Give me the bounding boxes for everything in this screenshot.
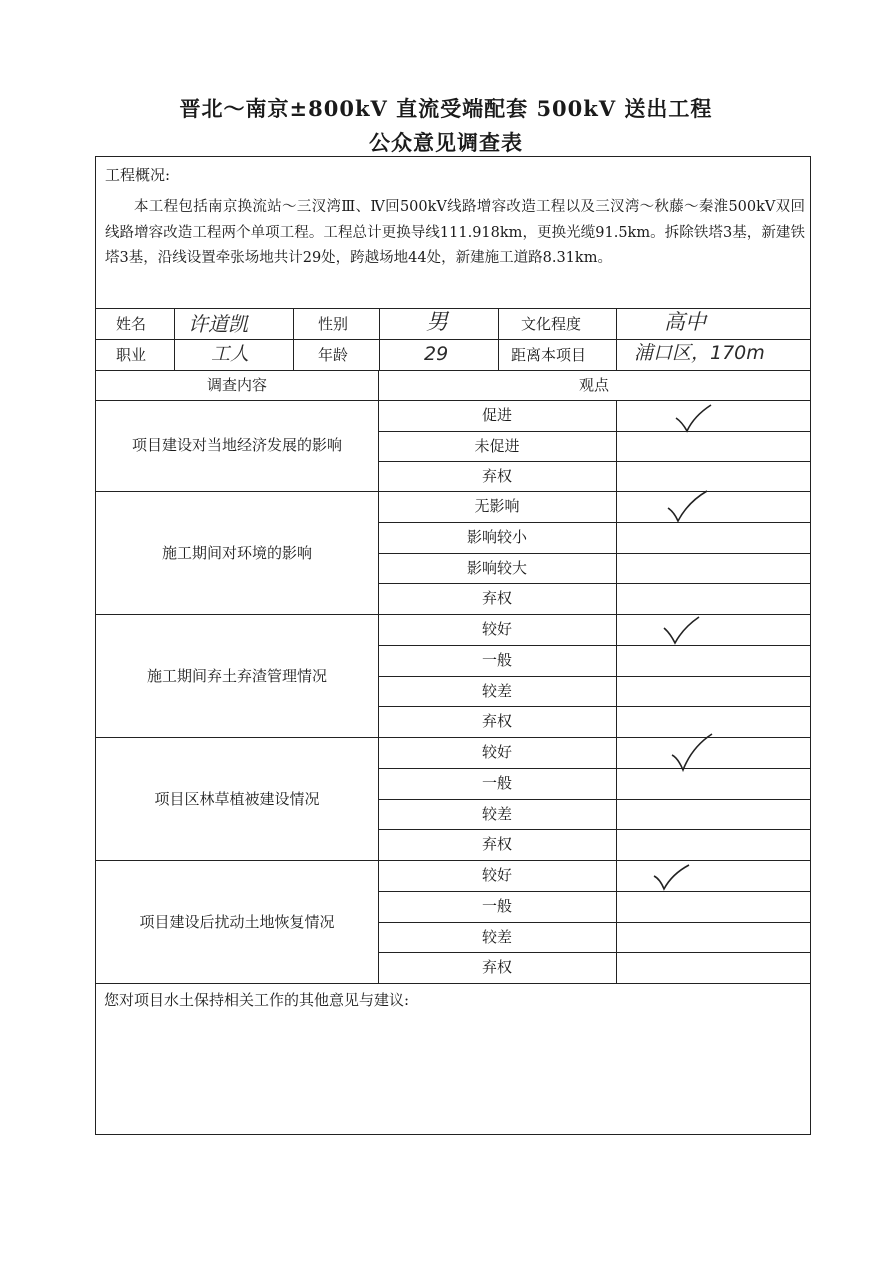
age-value: 29 [424,343,449,365]
name-label: 姓名 [116,315,147,333]
question-topic: 施工期间对环境的影响 [161,544,312,562]
checkmark-icon [666,490,710,524]
option-label: 弃权 [481,712,512,730]
education-value: 高中 [664,310,706,334]
option-label: 弃权 [481,467,512,485]
option-label: 影响较小 [466,528,527,546]
form-title-line2: 公众意见调查表 [369,130,523,155]
question-topic: 施工期间弃土弃渣管理情况 [146,667,327,685]
checkmark-icon [652,864,692,892]
option-label: 一般 [481,897,512,915]
comments-label: 您对项目水土保持相关工作的其他意见与建议: [104,991,410,1009]
option-label: 弃权 [481,958,512,976]
option-label: 无影响 [474,497,520,515]
option-label: 较好 [481,866,512,884]
option-label: 一般 [481,774,512,792]
opinion-header: 观点 [578,376,609,394]
name-value: 许道凯 [188,312,248,336]
option-label: 较好 [481,620,512,638]
checkmark-icon [670,733,714,773]
option-label: 促进 [481,406,512,424]
checkmark-icon [662,616,702,646]
question-topic: 项目区林草植被建设情况 [154,790,320,808]
option-label: 影响较大 [466,559,527,577]
distance-value: 浦口区，170m [634,342,765,364]
option-label: 较好 [481,743,512,761]
age-label: 年龄 [318,346,349,364]
distance-label: 距离本项目 [511,346,587,364]
overview-heading: 工程概况: [105,166,171,184]
option-label: 弃权 [481,835,512,853]
option-label: 弃权 [481,589,512,607]
form-title-line1: 晋北～南京±800kV 直流受端配套 500kV 送出工程 [179,96,713,121]
option-label: 未促进 [474,437,520,455]
option-label: 较差 [481,682,512,700]
occupation-label: 职业 [116,346,147,364]
survey-form [95,156,811,1135]
question-topic: 项目建设后扰动土地恢复情况 [139,913,335,931]
option-label: 一般 [481,651,512,669]
gender-label: 性别 [318,315,349,333]
overview-paragraph: 本工程包括南京换流站～三汊湾Ⅲ、Ⅳ回500kV线路增容改造工程以及三汊湾～秋藤～秦淮500kV双回线路增容改造工程两个单项工程。工程总计更换导线111.918km，更换光缆91.5km。拆除铁塔3基，新建铁塔3基，沿线设置牵张场地共计29处，跨越场地44处，新建施工道路8.31km。 [105,199,805,266]
question-topic: 项目建设对当地经济发展的影响 [131,436,342,454]
education-label: 文化程度 [521,315,582,333]
occupation-value: 工人 [211,343,250,365]
gender-value: 男 [426,310,449,335]
checkmark-icon [674,404,714,434]
content-header: 调查内容 [206,376,267,394]
option-label: 较差 [481,928,512,946]
option-label: 较差 [481,805,512,823]
